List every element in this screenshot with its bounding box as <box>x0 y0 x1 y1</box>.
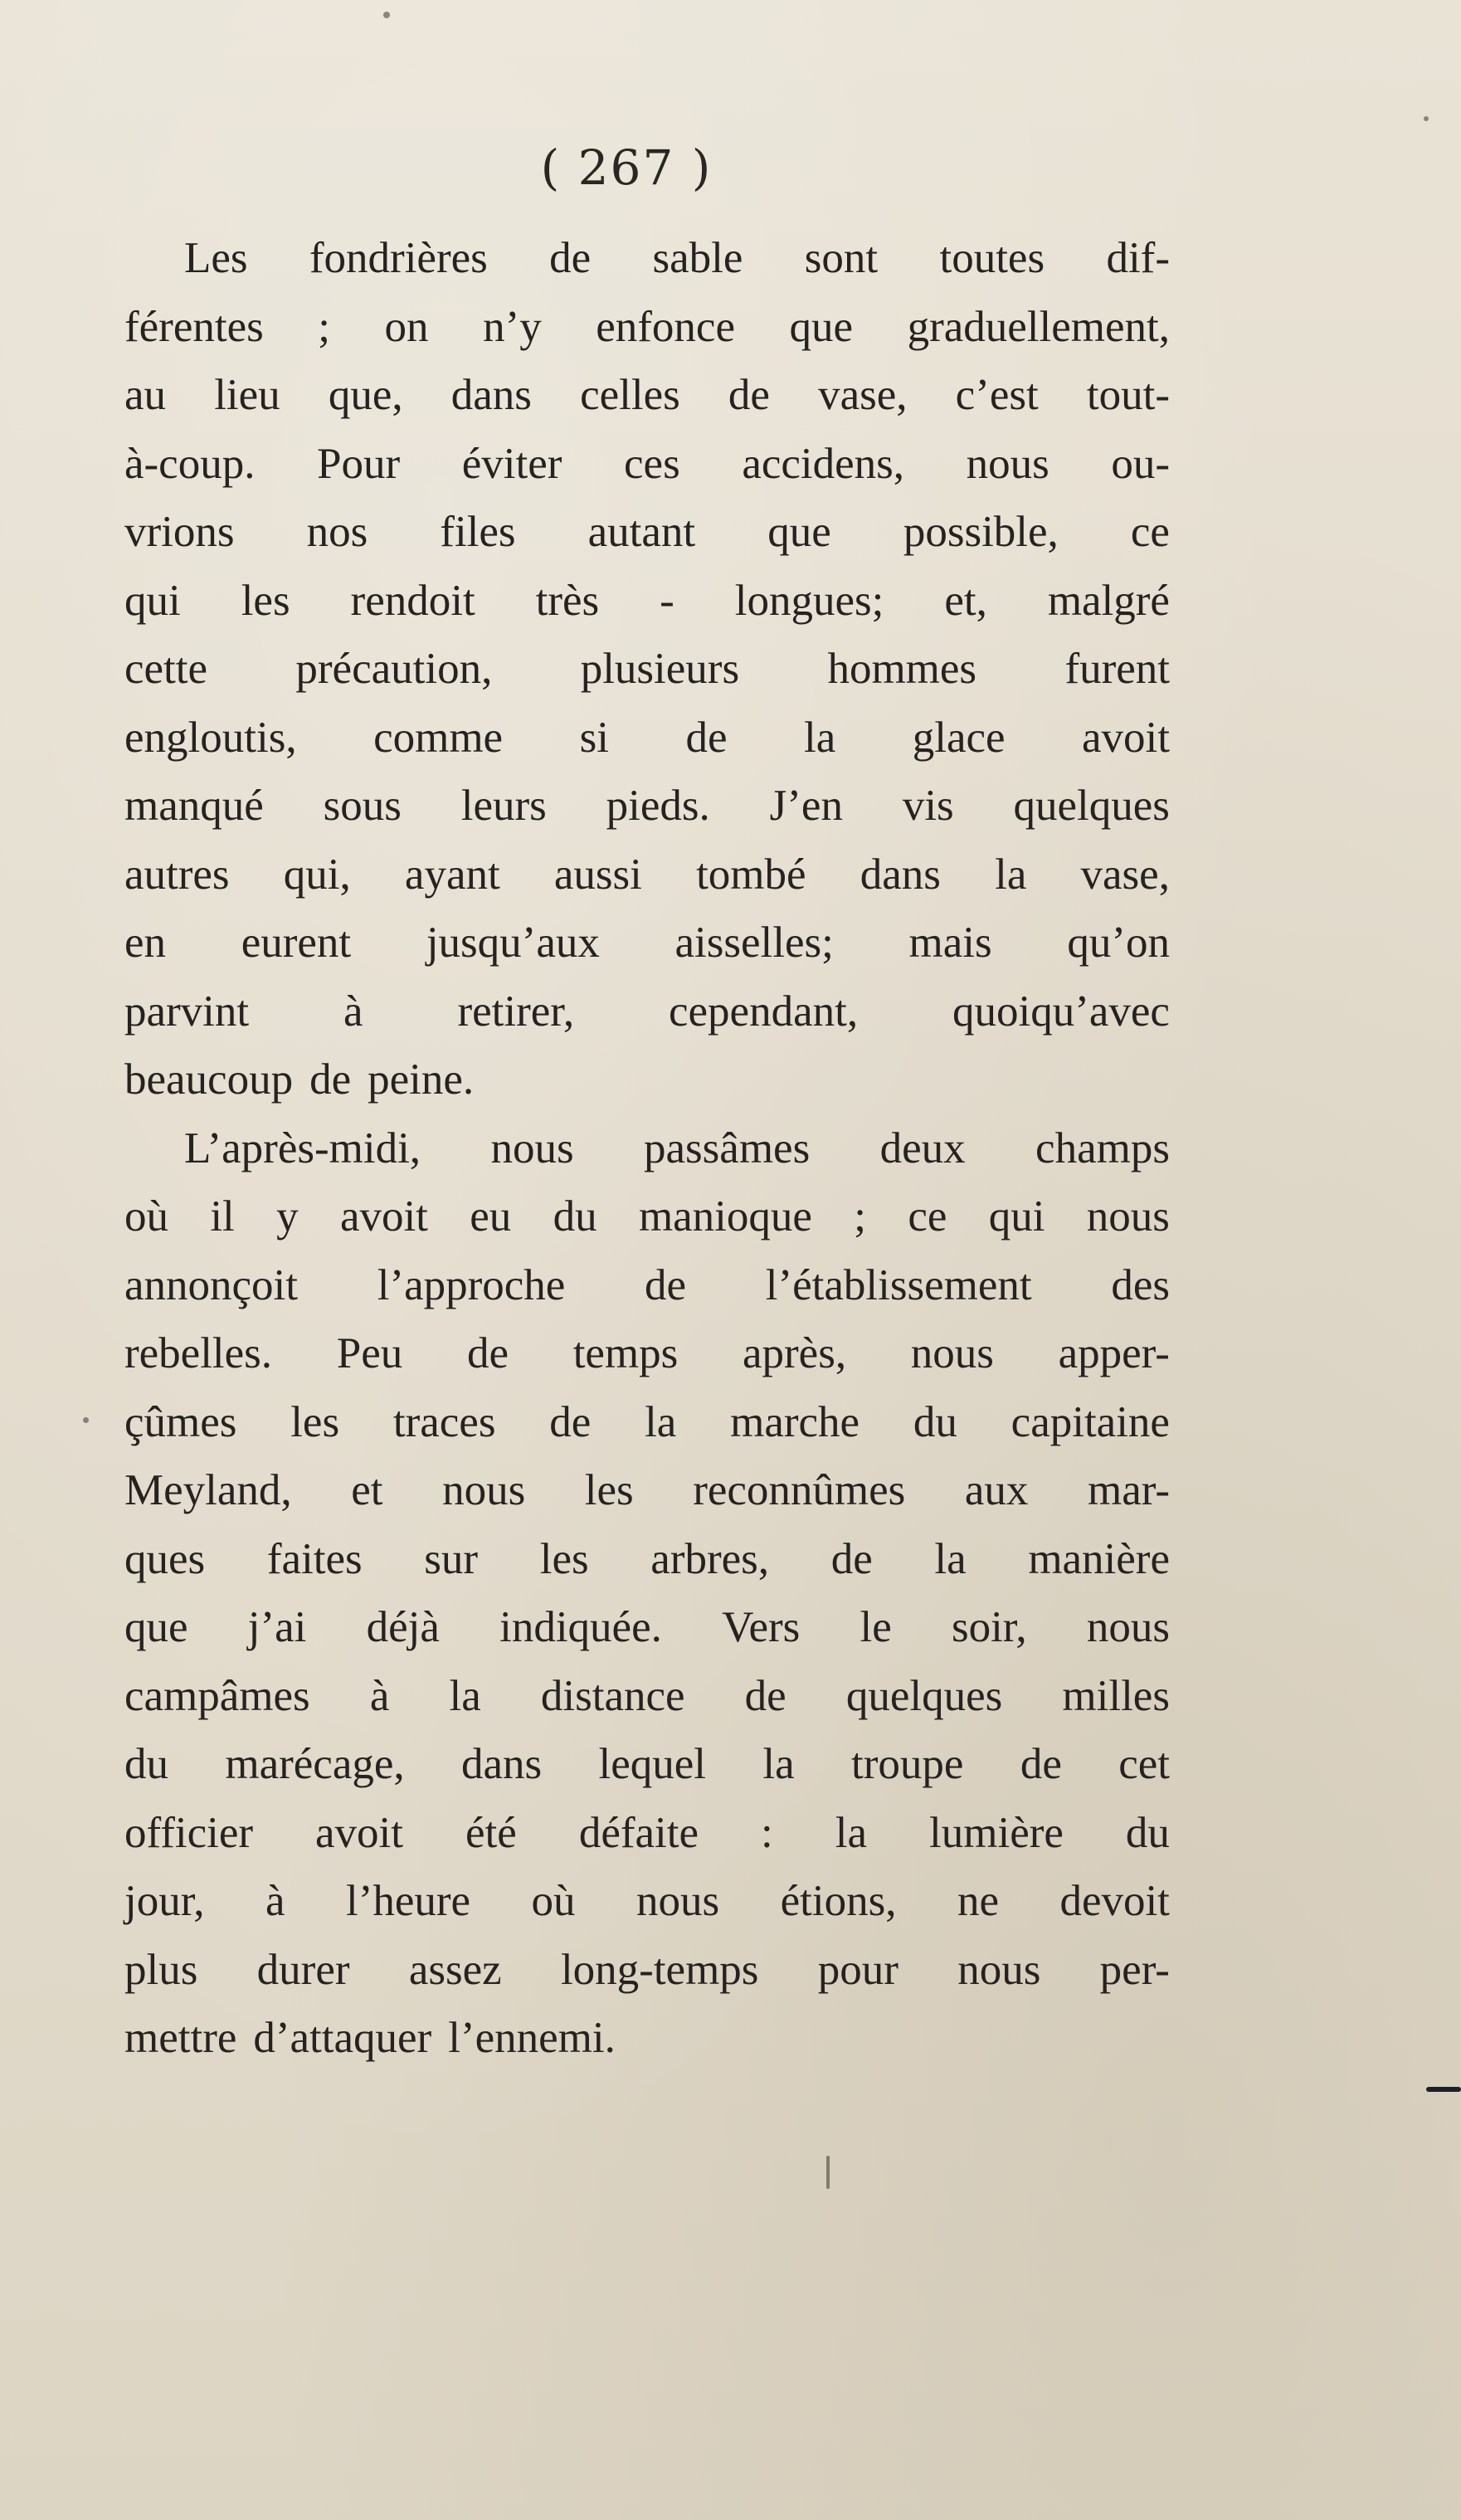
text-line: vrions nos files autant que possible, ce <box>124 508 1170 556</box>
paragraph-1 <box>124 224 1170 1114</box>
text-line: plus durer assez long-temps pour nous per- <box>124 1945 1170 1994</box>
text-line: où il y avoit eu du manioque ; ce qui nous <box>124 1192 1170 1241</box>
text-line: jour, à l’heure où nous étions, ne devoit <box>124 1877 1170 1925</box>
page-number: ( 267 ) <box>540 139 713 196</box>
text-line: autres qui, ayant aussi tombé dans la vase, <box>124 850 1170 899</box>
text-line: manqué sous leurs pieds. J’en vis quelques <box>124 782 1170 830</box>
paragraph-2 <box>124 1114 1170 2073</box>
text-line: du marécage, dans lequel la troupe de cet <box>124 1740 1170 1788</box>
text-line: cette précaution, plusieurs hommes furent <box>124 645 1170 693</box>
page-edge-mark <box>1426 2087 1461 2092</box>
text-line: mettre d’attaquer l’ennemi. <box>124 2014 616 2062</box>
text-line: Meyland, et nous les reconnûmes aux mar- <box>124 1466 1170 1514</box>
text-line: à-coup. Pour éviter ces accidens, nous ou- <box>124 439 1170 488</box>
body-text <box>124 224 1170 2073</box>
text-line: L’après-midi, nous passâmes deux champs <box>184 1124 1170 1172</box>
text-line: annonçoit l’approche de l’établissement des <box>124 1260 1170 1309</box>
ink-speck <box>383 12 390 18</box>
text-line: campâmes à la distance de quelques milles <box>124 1671 1170 1720</box>
ink-speck <box>826 2156 830 2189</box>
ink-speck <box>83 1417 89 1423</box>
text-line: qui les rendoit très - longues; et, malgré <box>124 576 1170 625</box>
text-line: en eurent jusqu’aux aisselles; mais qu’on <box>124 919 1170 967</box>
text-line: au lieu que, dans celles de vase, c’est tout- <box>124 371 1170 419</box>
text-line: parvint à retirer, cependant, quoiqu’avec <box>124 987 1170 1036</box>
text-line: officier avoit été défaite : la lumière du <box>124 1808 1170 1857</box>
ink-speck <box>1424 116 1429 121</box>
text-line: ques faites sur les arbres, de la manière <box>124 1534 1170 1583</box>
text-line: Les fondrières de sable sont toutes dif- <box>184 234 1170 282</box>
text-line: que j’ai déjà indiquée. Vers le soir, nous <box>124 1603 1170 1651</box>
text-line: rebelles. Peu de temps après, nous apper- <box>124 1329 1170 1377</box>
text-line: férentes ; on n’y enfonce que graduellement, <box>124 302 1170 351</box>
text-line: engloutis, comme si de la glace avoit <box>124 713 1170 762</box>
text-line: çûmes les traces de la marche du capitaine <box>124 1397 1170 1446</box>
text-line: beaucoup de peine. <box>124 1055 475 1104</box>
